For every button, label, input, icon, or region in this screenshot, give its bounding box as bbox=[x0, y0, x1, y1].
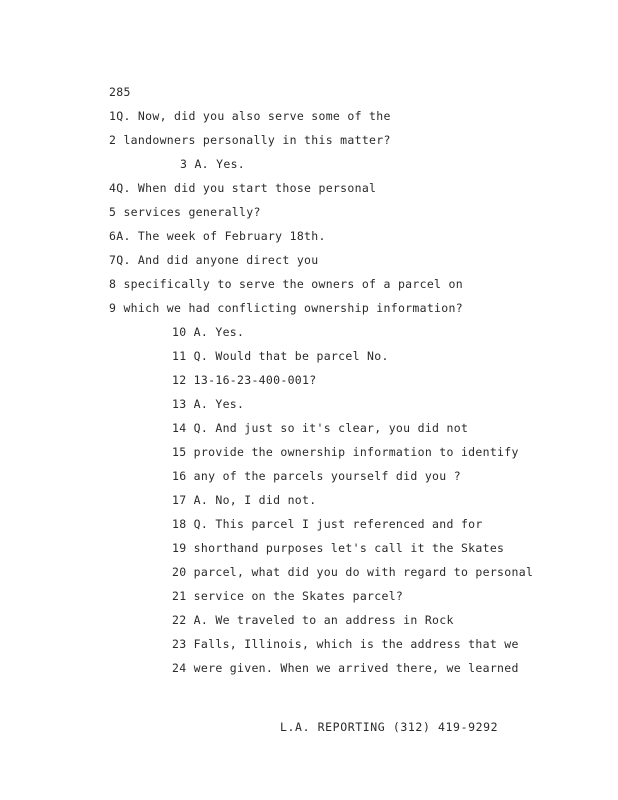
reporter-footer: L.A. REPORTING (312) 419-9292 bbox=[280, 720, 499, 734]
transcript-line-2: 2 landowners personally in this matter? bbox=[109, 133, 391, 147]
transcript-line-23: 23 Falls, Illinois, which is the address that we bbox=[172, 637, 519, 651]
transcript-line-5: 5 services generally? bbox=[109, 205, 261, 219]
transcript-line-6: 6A. The week of February 18th. bbox=[109, 229, 326, 243]
transcript-line-11: 11 Q. Would that be parcel No. bbox=[172, 349, 389, 363]
transcript-line-18: 18 Q. This parcel I just referenced and for bbox=[172, 517, 483, 531]
transcript-line-24: 24 were given. When we arrived there, we learned bbox=[172, 661, 519, 675]
transcript-line-19: 19 shorthand purposes let's call it the Skates bbox=[172, 541, 505, 555]
transcript-line-15: 15 provide the ownership information to identify bbox=[172, 445, 519, 459]
transcript-line-14: 14 Q. And just so it's clear, you did not bbox=[172, 421, 469, 435]
transcript-line-1: 1Q. Now, did you also serve some of the bbox=[109, 109, 391, 123]
transcript-line-16: 16 any of the parcels yourself did you ? bbox=[172, 469, 461, 483]
transcript-line-12: 12 13-16-23-400-001? bbox=[172, 373, 317, 387]
transcript-line-4: 4Q. When did you start those personal bbox=[109, 181, 377, 195]
transcript-line-9: 9 which we had conflicting ownership information? bbox=[109, 301, 463, 315]
page-number: 285 bbox=[109, 85, 131, 99]
transcript-line-3: 3 A. Yes. bbox=[180, 157, 246, 171]
transcript-line-17: 17 A. No, I did not. bbox=[172, 493, 317, 507]
transcript-line-20: 20 parcel, what did you do with regard to personal bbox=[172, 565, 534, 579]
transcript-line-21: 21 service on the Skates parcel? bbox=[172, 589, 404, 603]
transcript-line-8: 8 specifically to serve the owners of a parcel on bbox=[109, 277, 463, 291]
transcript-line-13: 13 A. Yes. bbox=[172, 397, 245, 411]
transcript-line-10: 10 A. Yes. bbox=[172, 325, 245, 339]
transcript-line-22: 22 A. We traveled to an address in Rock bbox=[172, 613, 454, 627]
transcript-line-7: 7Q. And did anyone direct you bbox=[109, 253, 319, 267]
